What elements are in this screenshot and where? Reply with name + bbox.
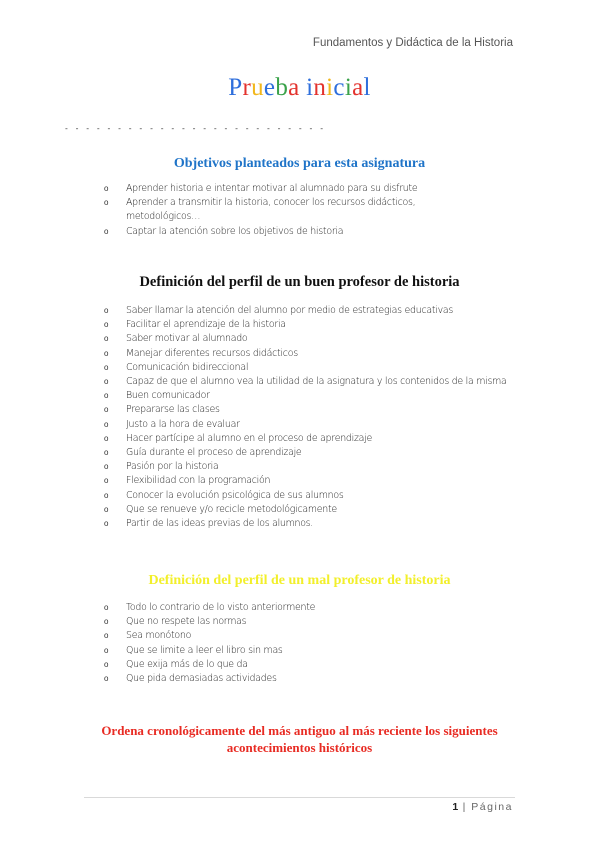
chronology-heading xyxy=(0,722,599,756)
list-item: o Facilitar el aprendizaje de la historia xyxy=(104,318,514,332)
title-letter: i xyxy=(344,74,353,101)
page-label: Página xyxy=(471,801,513,813)
title-letter: e xyxy=(263,74,276,101)
title-letter: i xyxy=(326,74,334,101)
page-title xyxy=(0,74,599,102)
title-letter: u xyxy=(251,74,264,101)
objectives-list xyxy=(104,182,454,239)
list-item: o Conocer la evolución psicológica de sus alumnos xyxy=(104,489,514,503)
list-item: o Que se limite a leer el libro sin mas xyxy=(104,644,454,658)
page-footer xyxy=(452,801,513,813)
list-item: o Saber motivar al alumnado xyxy=(104,332,514,346)
list-item: o Sea monótono xyxy=(104,629,454,643)
good-teacher-list xyxy=(104,304,514,531)
title-letter: a xyxy=(352,74,364,101)
list-item: o Que se renueve y/o recicle metodológicamente xyxy=(104,503,514,517)
title-letter: i xyxy=(306,74,314,101)
list-item: o Flexibilidad con la programación xyxy=(104,474,514,488)
bad-teacher-list xyxy=(104,601,454,686)
list-item: o Todo lo contrario de lo visto anteriormente xyxy=(104,601,454,615)
list-item: o Aprender historia e intentar motivar al alumnado para su disfrute xyxy=(104,182,454,196)
list-item: o Hacer partícipe al alumno en el proceso de aprendizaje xyxy=(104,432,514,446)
chronology-heading-line-1: Ordena cronológicamente del más antiguo al más reciente los siguientes xyxy=(101,723,498,738)
good-teacher-heading: Definición del perfil de un buen profesor de historia xyxy=(139,274,460,290)
title-letter: n xyxy=(313,74,327,101)
title-letter: c xyxy=(333,74,345,101)
list-item: o Prepararse las clases xyxy=(104,403,514,417)
footer-separator: | xyxy=(458,801,472,813)
dotted-separator: - - - - - - - - - - - - - - - - - - - - - - - - - xyxy=(64,124,325,133)
list-item: o Buen comunicador xyxy=(104,389,514,403)
list-item: o Justo a la hora de evaluar xyxy=(104,418,514,432)
list-item: o Partir de las ideas previas de los alumnos. xyxy=(104,517,514,531)
list-item: o Manejar diferentes recursos didácticos xyxy=(104,347,514,361)
title-letter: a xyxy=(288,74,300,101)
list-item: o Comunicación bidireccional xyxy=(104,361,514,375)
list-item: o Que pida demasiadas actividades xyxy=(104,672,454,686)
list-item: o Captar la atención sobre los objetivos de historia xyxy=(104,225,454,239)
chronology-heading-line-2: acontecimientos históricos xyxy=(226,740,373,755)
page-number: 1 xyxy=(452,801,459,813)
title-letter: P xyxy=(228,74,243,101)
list-item: o Aprender a transmitir la historia, conocer los recursos didácticos, metodológicos… xyxy=(104,196,454,224)
running-header: Fundamentos y Didáctica de la Historia xyxy=(312,37,513,49)
list-item: o Pasión por la historia xyxy=(104,460,514,474)
footer-divider xyxy=(84,797,515,798)
bad-teacher-heading: Definición del perfil de un mal profesor de historia xyxy=(148,573,451,588)
list-item: o Saber llamar la atención del alumno por medio de estrategias educativas xyxy=(104,304,514,318)
list-item: o Guía durante el proceso de aprendizaje xyxy=(104,446,514,460)
list-item: o Capaz de que el alumno vea la utilidad de la asignatura y los contenidos de la misma xyxy=(104,375,514,389)
title-letter: b xyxy=(275,74,289,101)
list-item: o Que no respete las normas xyxy=(104,615,454,629)
title-letter: r xyxy=(242,74,252,101)
list-item: o Que exija más de lo que da xyxy=(104,658,454,672)
title-letter: l xyxy=(363,74,371,101)
objectives-heading: Objetivos planteados para esta asignatura xyxy=(173,156,426,171)
